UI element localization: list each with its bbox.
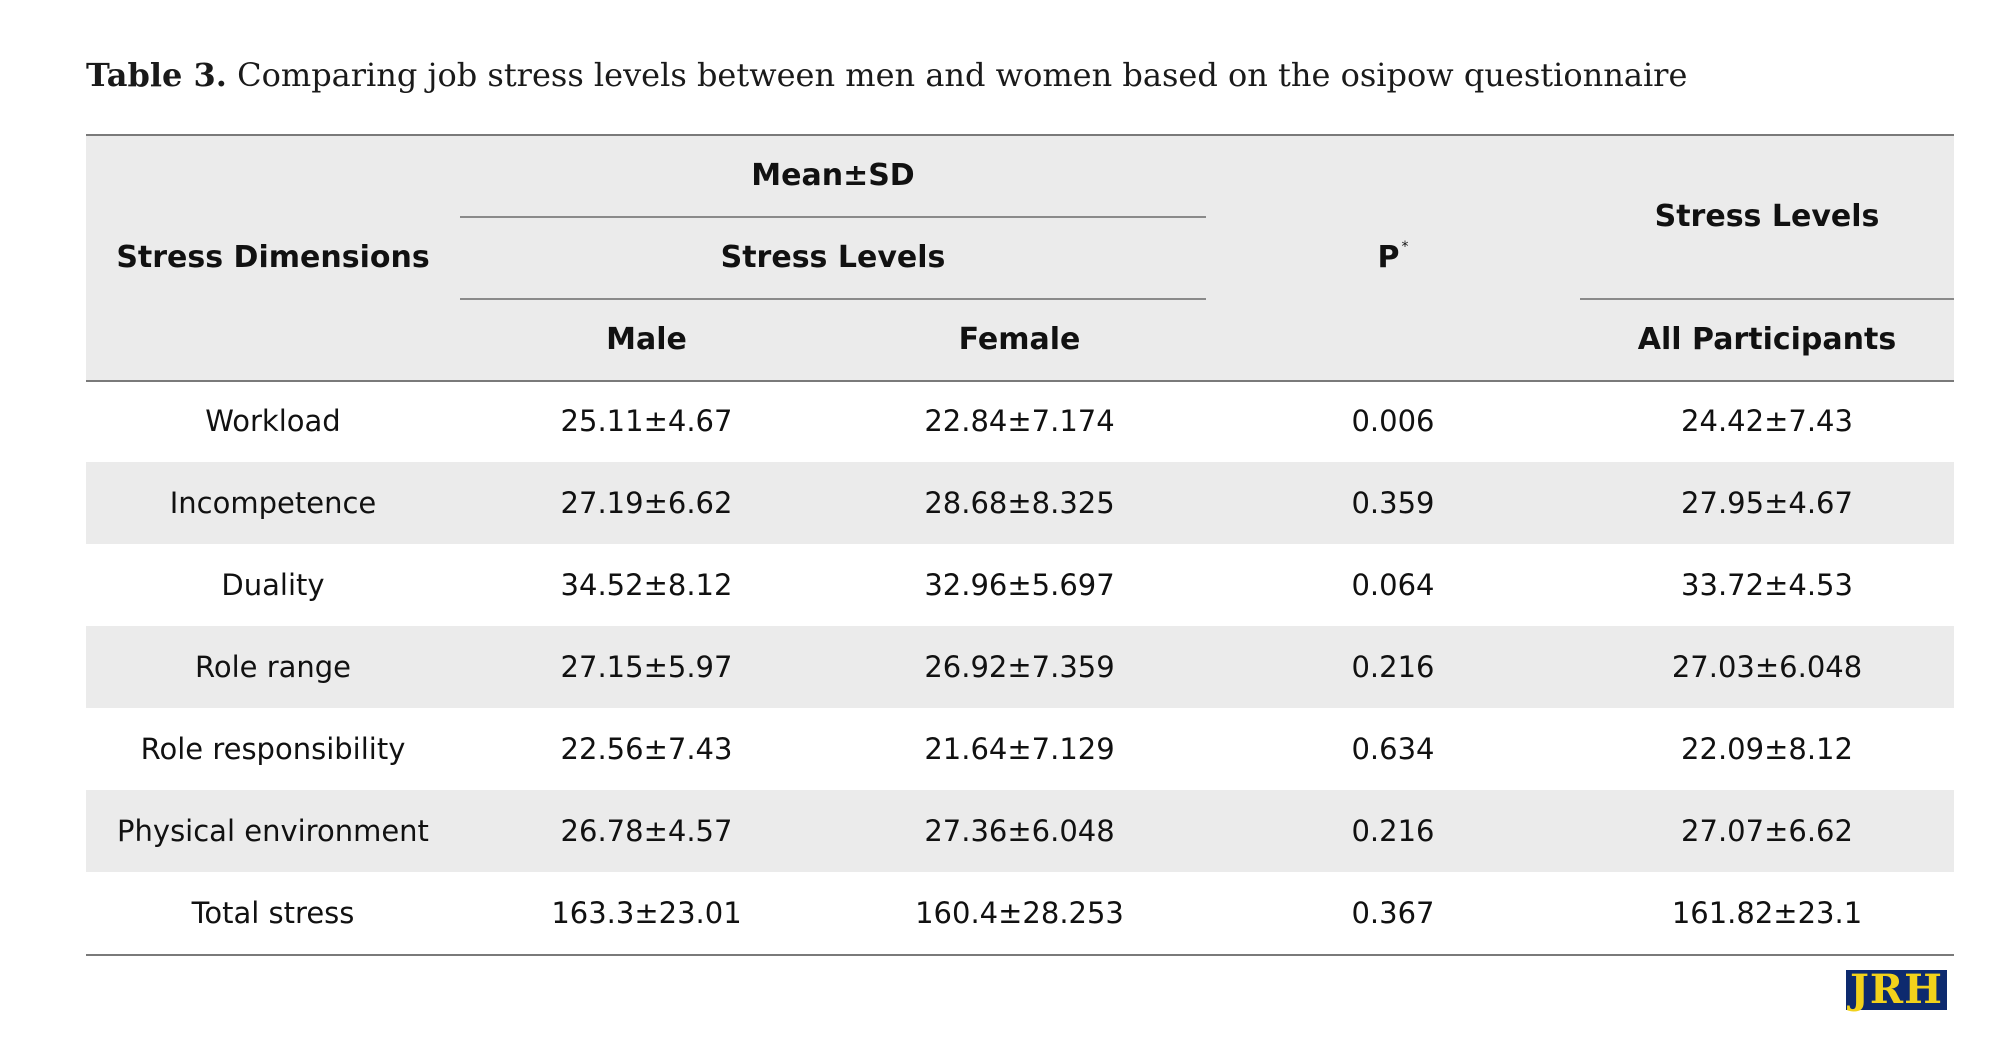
table-label: Table 3. (86, 56, 227, 94)
cell-male: 34.52±8.12 (560, 568, 733, 602)
bottom-rule (86, 954, 1954, 956)
cell-male: 22.56±7.43 (560, 732, 733, 766)
cell-dimension: Duality (221, 568, 325, 602)
cell-female: 26.92±7.359 (924, 650, 1115, 684)
cell-dimension: Physical environment (117, 814, 429, 848)
header-mean-sd: Mean±SD (751, 157, 915, 193)
cell-dimension: Total stress (191, 896, 355, 930)
header-p-label: P (1377, 239, 1400, 275)
cell-p: 0.216 (1351, 650, 1435, 684)
cell-male: 26.78±4.57 (560, 814, 733, 848)
cell-p: 0.367 (1351, 896, 1435, 930)
cell-female: 32.96±5.697 (924, 568, 1115, 602)
header-p-value (1206, 134, 1580, 380)
cell-p: 0.216 (1351, 814, 1435, 848)
cell-female: 22.84±7.174 (924, 404, 1115, 438)
cell-all: 24.42±7.43 (1681, 404, 1853, 438)
table-caption (86, 56, 1687, 94)
header-stress-levels: Stress Levels (720, 239, 946, 275)
cell-dimension: Incompetence (169, 486, 377, 520)
jrh-logo: JRH (1846, 970, 1947, 1010)
header-stress-levels-right: Stress Levels (1654, 198, 1880, 234)
cell-all: 161.82±23.1 (1671, 896, 1863, 930)
cell-dimension: Workload (205, 404, 341, 438)
cell-all: 27.07±6.62 (1681, 814, 1853, 848)
cell-female: 27.36±6.048 (924, 814, 1115, 848)
cell-male: 27.15±5.97 (560, 650, 733, 684)
cell-dimension: Role responsibility (140, 732, 406, 766)
cell-dimension: Role range (194, 650, 352, 684)
cell-p: 0.006 (1351, 404, 1435, 438)
header-stress-dimensions: Stress Dimensions (116, 239, 430, 275)
cell-all: 27.03±6.048 (1671, 650, 1863, 684)
cell-female: 160.4±28.253 (915, 896, 1124, 930)
header-p-footnote-mark: * (1401, 239, 1409, 255)
cell-male: 163.3±23.01 (551, 896, 742, 930)
header-female: Female (958, 321, 1081, 357)
cell-male: 25.11±4.67 (560, 404, 733, 438)
header-male: Male (606, 321, 687, 357)
table-caption-text: Comparing job stress levels between men and women based on the osipow questionnaire (237, 56, 1688, 94)
cell-all: 22.09±8.12 (1681, 732, 1853, 766)
cell-p: 0.634 (1351, 732, 1435, 766)
cell-p: 0.064 (1351, 568, 1435, 602)
cell-female: 28.68±8.325 (924, 486, 1115, 520)
cell-p: 0.359 (1351, 486, 1435, 520)
cell-female: 21.64±7.129 (924, 732, 1115, 766)
cell-male: 27.19±6.62 (560, 486, 733, 520)
header-all-participants: All Participants (1637, 321, 1897, 357)
cell-all: 27.95±4.67 (1681, 486, 1853, 520)
cell-all: 33.72±4.53 (1681, 568, 1853, 602)
